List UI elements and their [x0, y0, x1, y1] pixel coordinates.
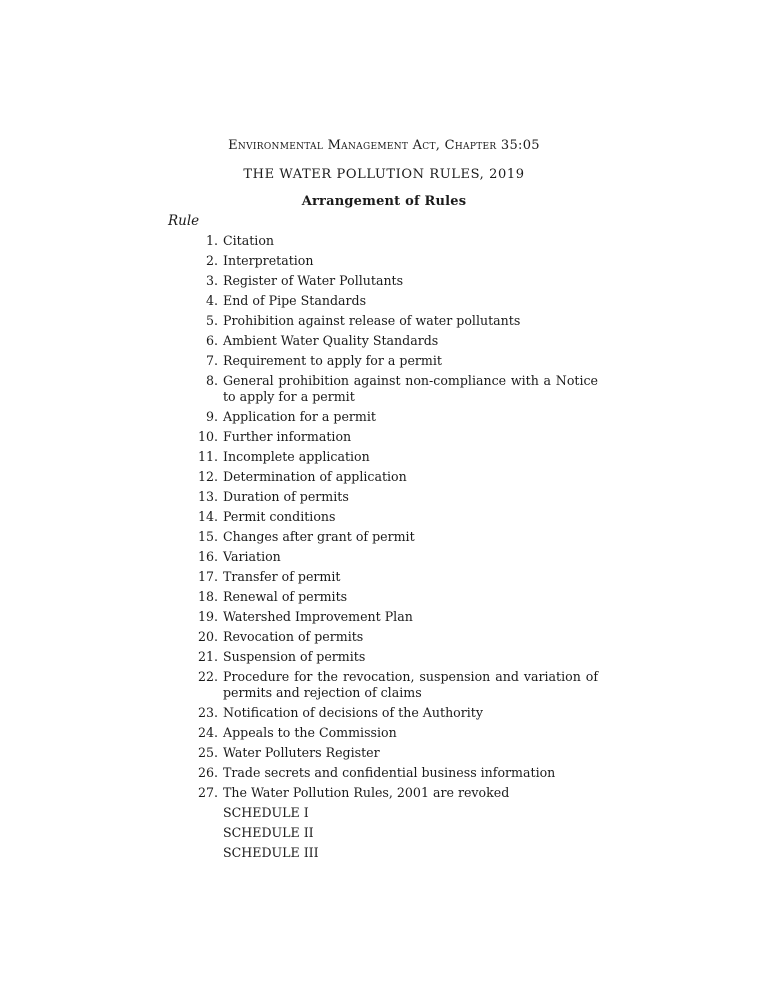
- rule-title: Incomplete application: [223, 449, 370, 464]
- schedule-item: [0, 805, 768, 821]
- rule-title: Suspension of permits: [223, 649, 366, 664]
- rule-number: 5.: [205, 313, 218, 328]
- list-item: [0, 669, 768, 701]
- list-item: [0, 629, 768, 645]
- rule-number: 17.: [197, 569, 218, 584]
- rule-title: Trade secrets and confidential business information: [223, 765, 556, 780]
- list-item: [0, 429, 768, 445]
- list-item: [0, 609, 768, 625]
- schedule-title: SCHEDULE I: [223, 805, 309, 820]
- schedule-item: [0, 845, 768, 861]
- list-item: [0, 253, 768, 269]
- list-item: [0, 705, 768, 721]
- rule-number: 14.: [197, 509, 218, 524]
- rule-title: Application for a permit: [223, 409, 376, 424]
- rule-number: 8.: [205, 373, 218, 388]
- schedule-item: [0, 825, 768, 841]
- list-item: [0, 725, 768, 741]
- list-item: [0, 313, 768, 329]
- arrangement-heading: Arrangement of Rules: [301, 194, 467, 209]
- rules-title: THE WATER POLLUTION RULES, 2019: [243, 167, 525, 182]
- rule-number: 22.: [197, 669, 218, 684]
- rule-title: Further information: [223, 429, 352, 444]
- rule-title: Prohibition against release of water pollutants: [223, 313, 521, 328]
- schedule-title: SCHEDULE III: [223, 845, 319, 860]
- rule-number: 18.: [197, 589, 218, 604]
- rule-number: 19.: [197, 609, 218, 624]
- rule-number: 3.: [205, 273, 218, 288]
- rule-title: Procedure for the revocation, suspension and variation of permits and rejection of claims: [223, 669, 598, 700]
- list-item: [0, 273, 768, 289]
- rule-number: 2.: [205, 253, 218, 268]
- rule-number: 20.: [197, 629, 218, 644]
- rule-title: Ambient Water Quality Standards: [223, 333, 439, 348]
- list-item: [0, 649, 768, 665]
- rule-title: Water Polluters Register: [223, 745, 380, 760]
- rule-number: 12.: [197, 469, 218, 484]
- rule-title: Permit conditions: [223, 509, 336, 524]
- list-item: [0, 569, 768, 585]
- rule-number: 10.: [197, 429, 218, 444]
- rule-title: Appeals to the Commission: [223, 725, 397, 740]
- rule-title: Notification of decisions of the Authority: [223, 705, 483, 720]
- rule-number: 1.: [205, 233, 218, 248]
- list-item: [0, 765, 768, 781]
- list-item: [0, 373, 768, 405]
- rule-number: 16.: [197, 549, 218, 564]
- rule-title: Renewal of permits: [223, 589, 348, 604]
- list-item: [0, 233, 768, 249]
- rule-number: 15.: [197, 529, 218, 544]
- rule-title: Citation: [223, 233, 275, 248]
- rule-column-label: Rule: [168, 213, 200, 229]
- rule-title: Revocation of permits: [223, 629, 364, 644]
- list-item: [0, 469, 768, 485]
- rule-title: General prohibition against non-compliance with a Notice to apply for a permit: [223, 373, 598, 404]
- rule-title: Duration of permits: [223, 489, 349, 504]
- rule-number: 23.: [197, 705, 218, 720]
- list-item: [0, 785, 768, 801]
- rule-title: Variation: [223, 549, 281, 564]
- list-item: [0, 745, 768, 761]
- list-item: [0, 293, 768, 309]
- rule-title: End of Pipe Standards: [223, 293, 367, 308]
- rule-title: Watershed Improvement Plan: [223, 609, 413, 624]
- rule-number: 26.: [197, 765, 218, 780]
- rule-number: 9.: [205, 409, 218, 424]
- rule-title: Register of Water Pollutants: [223, 273, 404, 288]
- rule-number: 25.: [197, 745, 218, 760]
- act-title: Environmental Management Act, Chapter 35:05: [228, 138, 540, 153]
- rule-number: 27.: [197, 785, 218, 800]
- list-item: [0, 549, 768, 565]
- rule-title: Transfer of permit: [223, 569, 341, 584]
- list-item: [0, 449, 768, 465]
- rule-number: 13.: [197, 489, 218, 504]
- rule-number: 7.: [205, 353, 218, 368]
- rule-number: 11.: [197, 449, 218, 464]
- list-item: [0, 409, 768, 425]
- rule-title: The Water Pollution Rules, 2001 are revoked: [223, 785, 510, 800]
- list-item: [0, 589, 768, 605]
- rules-list: [0, 233, 768, 865]
- rule-number: 4.: [205, 293, 218, 308]
- rule-title: Requirement to apply for a permit: [223, 353, 442, 368]
- list-item: [0, 489, 768, 505]
- rule-number: 24.: [197, 725, 218, 740]
- rule-number: 6.: [205, 333, 218, 348]
- list-item: [0, 353, 768, 369]
- rule-title: Interpretation: [223, 253, 314, 268]
- list-item: [0, 529, 768, 545]
- schedule-title: SCHEDULE II: [223, 825, 314, 840]
- list-item: [0, 333, 768, 349]
- list-item: [0, 509, 768, 525]
- rule-title: Determination of application: [223, 469, 407, 484]
- rule-title: Changes after grant of permit: [223, 529, 415, 544]
- rule-number: 21.: [197, 649, 218, 664]
